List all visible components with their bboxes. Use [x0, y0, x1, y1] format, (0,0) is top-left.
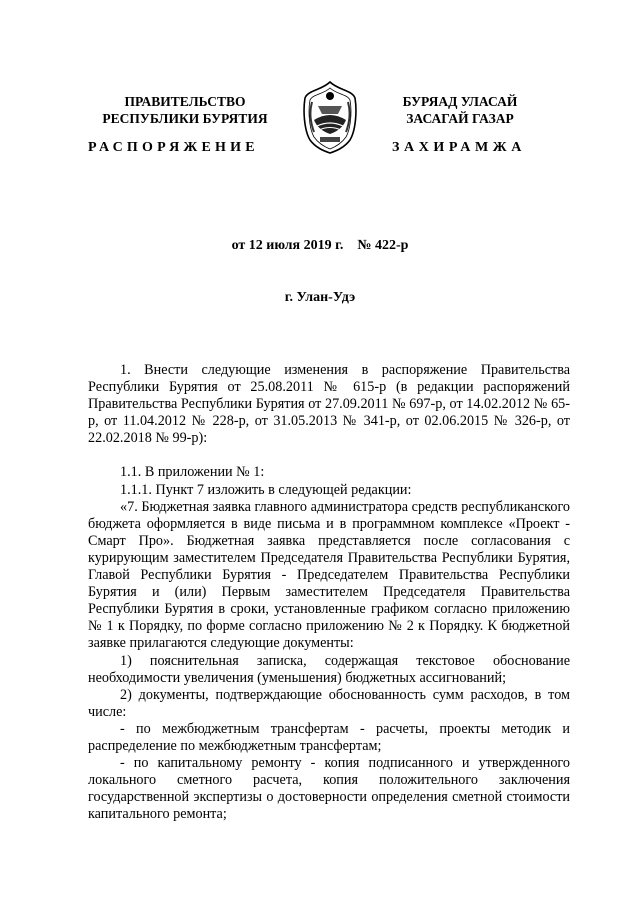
doc-type-bua: ЗАХИРАМЖА [392, 140, 526, 155]
org-name-ru-line2: РЕСПУБЛИКИ БУРЯТИЯ [102, 111, 268, 126]
org-name-ru-line1: ПРАВИТЕЛЬСТВО [124, 94, 246, 109]
paragraph: - по межбюджетным трансфертам - расчеты, проекты методик и распределение по межбюджетным трансфертам; [88, 720, 570, 754]
doc-city: г. Улан-Удэ [284, 290, 356, 305]
paragraph: - по капитальному ремонту - копия подписанного и утвержденного локального сметного расчета, копия положительного заключения государственной экспертизы о достоверности определения сметной стоимости капитального ремонта; [88, 755, 570, 823]
paragraph: 2) документы, подтверждающие обоснованность сумм расходов, в том числе: [88, 686, 570, 720]
doc-date: от 12 июля 2019 г. [231, 238, 344, 253]
paragraph: 1.1.1. Пункт 7 изложить в следующей редакции: [120, 481, 412, 498]
paragraph: 1.1. В приложении № 1: [120, 464, 265, 481]
org-name-bua-line2: ЗАСАГАЙ ГАЗАР [406, 111, 514, 126]
republic-coat-of-arms-icon [302, 80, 358, 154]
header-right [370, 93, 550, 127]
org-name-bua-line1: БУРЯАД УЛАСАЙ [402, 94, 518, 109]
doc-type-ru: РАСПОРЯЖЕНИЕ [88, 140, 259, 155]
paragraph: 1) пояснительная записка, содержащая текстовое обоснование необходимости увеличения (уменьшения) бюджетных ассигнований; [88, 652, 570, 686]
doc-date-number [0, 238, 640, 254]
paragraph: 1. Внести следующие изменения в распоряжение Правительства Республики Бурятия от 25.08.2011 № 615-р (в редакции распоряжений Правительства Республики Бурятия от 27.09.2011 № 697-р, от 14.02.2012 № 65-р, от 11.04.2012 № 228-р, от 31.05.2013 № 341-р, от 02.06.2015 № 326-р, от 22.02.2018 № 99-р): [88, 362, 570, 447]
paragraph: «7. Бюджетная заявка главного администратора средств республиканского бюджета оформляется в виде письма и в программном комплексе «Проект - Смарт Про». Бюджетная заявка представляется после согласования с курирующим заместителем Председателя Правительства Республики Бурятия, Главой Республики Бурятия - Председателем Правительства Республики Бурятия и (или) Первым заместителем Председателя Правительства Республики Бурятия в сроки, установленные графиком согласно приложению № 1 к Порядку, по форме согласно приложению № 2 к Порядку. К бюджетной заявке прилагаются следующие документы: [88, 498, 570, 652]
doc-number: № 422-р [357, 238, 409, 253]
header-left [90, 93, 280, 127]
document-body [88, 362, 570, 823]
